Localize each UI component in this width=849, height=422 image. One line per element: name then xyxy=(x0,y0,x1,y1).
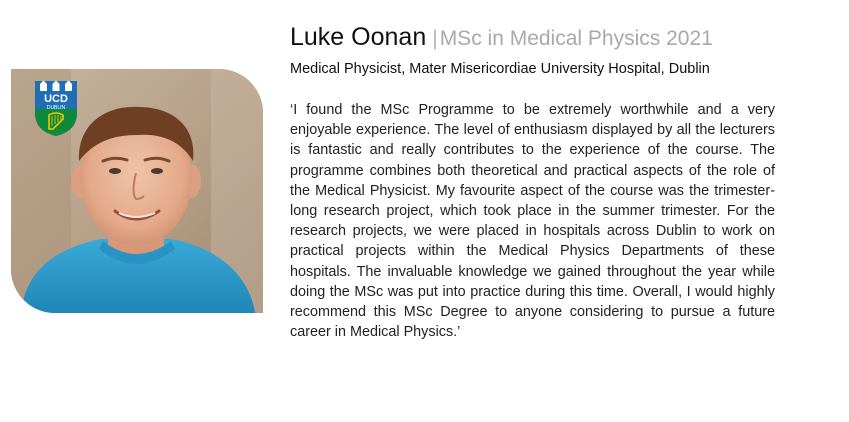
crest-ucd-text: UCD xyxy=(44,93,68,105)
testimonial-quote: ‘I found the MSc Programme to be extremely worthwhile and a very enjoyable experience. The level of enthusiasm displayed by all the lecturers is fantastic and really contributes to the experience of the course. The programme combines both theoretical and practical aspects of the role of the Medical Physicist. My favourite aspect of the course was the trimester-long research project, which took place in the summer trimester. For the research projects, we were placed in hospitals across Dublin to work on practical projects within the Medical Physics Departments of these hospitals. The invaluable knowledge we gained throughout the year while doing the MSc was put into practice during this time. Overall, I would highly recommend this MSc Degree to anyone considering to pursue a future career in Medical Physics.’ xyxy=(290,102,775,341)
ucd-crest-logo xyxy=(33,79,79,137)
testimonial-text xyxy=(290,22,775,342)
job-title: Medical Physicist, Mater Misericordiae University Hospital, Dublin xyxy=(290,61,710,77)
profile-photo xyxy=(11,69,263,313)
person-name: Luke Oonan xyxy=(290,23,427,51)
programme-label: MSc in Medical Physics 2021 xyxy=(439,27,713,50)
headline xyxy=(290,22,775,56)
crest-dublin-text: DUBLIN xyxy=(46,105,66,111)
headline-separator: | xyxy=(432,27,438,50)
